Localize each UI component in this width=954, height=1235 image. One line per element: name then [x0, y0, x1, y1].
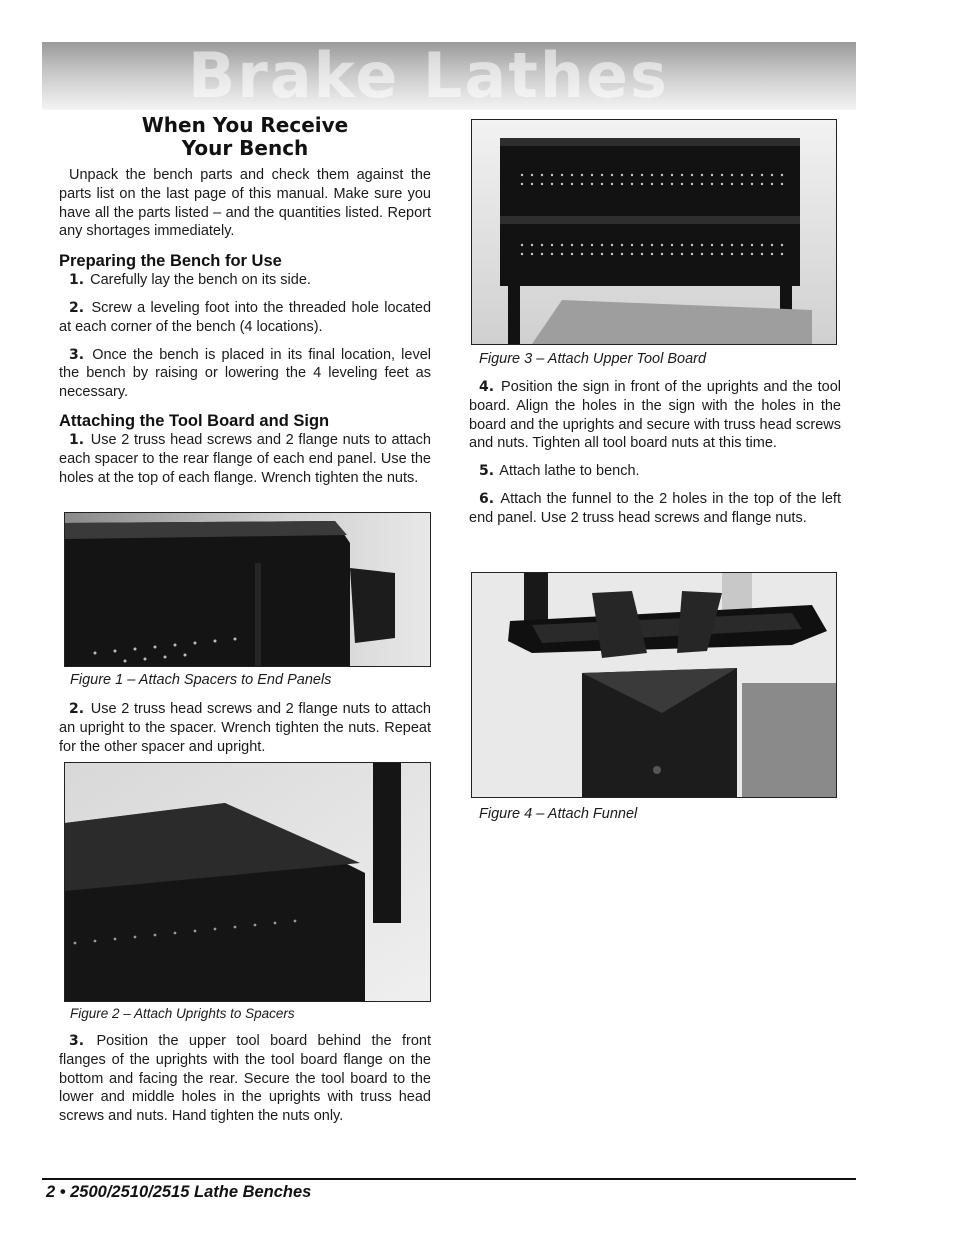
attach-step-5	[469, 462, 841, 481]
step-text: Use 2 truss head screws and 2 flange nuts to attach an upright to the spacer. Wrench tighten the nuts. Repeat for the other spacer and upright.	[59, 701, 431, 755]
prep-step-3	[59, 346, 431, 402]
figure-1-photo	[64, 512, 431, 667]
step-number: 2.	[69, 299, 85, 316]
left-column-step3	[59, 1032, 431, 1135]
footer-rule	[42, 1178, 856, 1180]
attach-step-6	[469, 490, 841, 528]
step-number: 4.	[479, 379, 495, 395]
step-number: 2.	[69, 701, 85, 717]
preparing-heading: Preparing the Bench for Use	[59, 252, 282, 271]
step-text: Attach the funnel to the 2 holes in the top of the left end panel. Use 2 truss head screws and flange nuts.	[469, 490, 841, 526]
section-title-line2: Your Bench	[181, 136, 309, 160]
figure-4-photo	[471, 572, 837, 798]
section-title-line1: When You Receive	[141, 113, 349, 137]
footer-page-label: 2 • 2500/2510/2515 Lathe Benches	[46, 1183, 312, 1201]
step-text: Use 2 truss head screws and 2 flange nuts to attach each spacer to the rear flange of each end panel. Use the holes at the top of each flange. Wrench tighten the nuts.	[59, 431, 431, 486]
attach-step-1	[59, 431, 431, 487]
prep-step-1	[59, 271, 431, 290]
step-text: Screw a leveling foot into the threaded hole located at each corner of the bench (4 locations).	[59, 299, 432, 335]
figure-2-photo	[64, 762, 431, 1002]
banner-title: Brake Lathes	[188, 42, 669, 110]
right-column-steps	[469, 378, 841, 537]
step-number: 3.	[69, 1033, 85, 1049]
attach-step-4	[469, 378, 841, 453]
figure-1-caption: Figure 1 – Attach Spacers to End Panels	[70, 672, 332, 688]
attach-step-2	[59, 700, 431, 756]
intro-paragraph: Unpack the bench parts and check them against the parts list on the last page of this manual. Make sure you have all the parts listed – and the quantities listed. Report any shortages immediately.	[59, 167, 431, 240]
step-number: 1.	[69, 272, 85, 289]
attaching-heading: Attaching the Tool Board and Sign	[59, 411, 330, 430]
prep-step-2	[59, 299, 431, 337]
attach-step-3	[59, 1032, 431, 1126]
figure-4-caption: Figure 4 – Attach Funnel	[479, 806, 638, 822]
step-text: Position the sign in front of the uprights and the tool board. Align the holes in the sign with the holes in the board and the uprights and secure with truss head screws and nuts. Tighten all tool board nuts at this time.	[469, 379, 841, 452]
section-title	[59, 114, 431, 160]
figure-2-caption: Figure 2 – Attach Uprights to Spacers	[70, 1006, 295, 1021]
left-column-step2	[59, 700, 431, 765]
left-column-top	[59, 114, 431, 496]
step-number: 1.	[69, 431, 85, 448]
step-number: 6.	[479, 490, 495, 507]
figure-3-caption: Figure 3 – Attach Upper Tool Board	[479, 351, 707, 367]
step-number: 5.	[479, 463, 495, 480]
step-text: Once the bench is placed in its final location, level the bench by raising or lowering the 4 leveling feet as necessary.	[59, 346, 431, 401]
step-text: Attach lathe to bench.	[499, 463, 640, 480]
figure-3-photo	[471, 119, 837, 345]
step-text: Carefully lay the bench on its side.	[90, 272, 311, 289]
header-banner	[42, 42, 856, 110]
step-number: 3.	[69, 346, 85, 363]
step-text: Position the upper tool board behind the front flanges of the uprights with the tool board flange on the bottom and facing the rear. Secure the tool board to the lower and middle holes in the uprights with truss head screws and nuts. Hand tighten the nuts only.	[59, 1033, 431, 1125]
